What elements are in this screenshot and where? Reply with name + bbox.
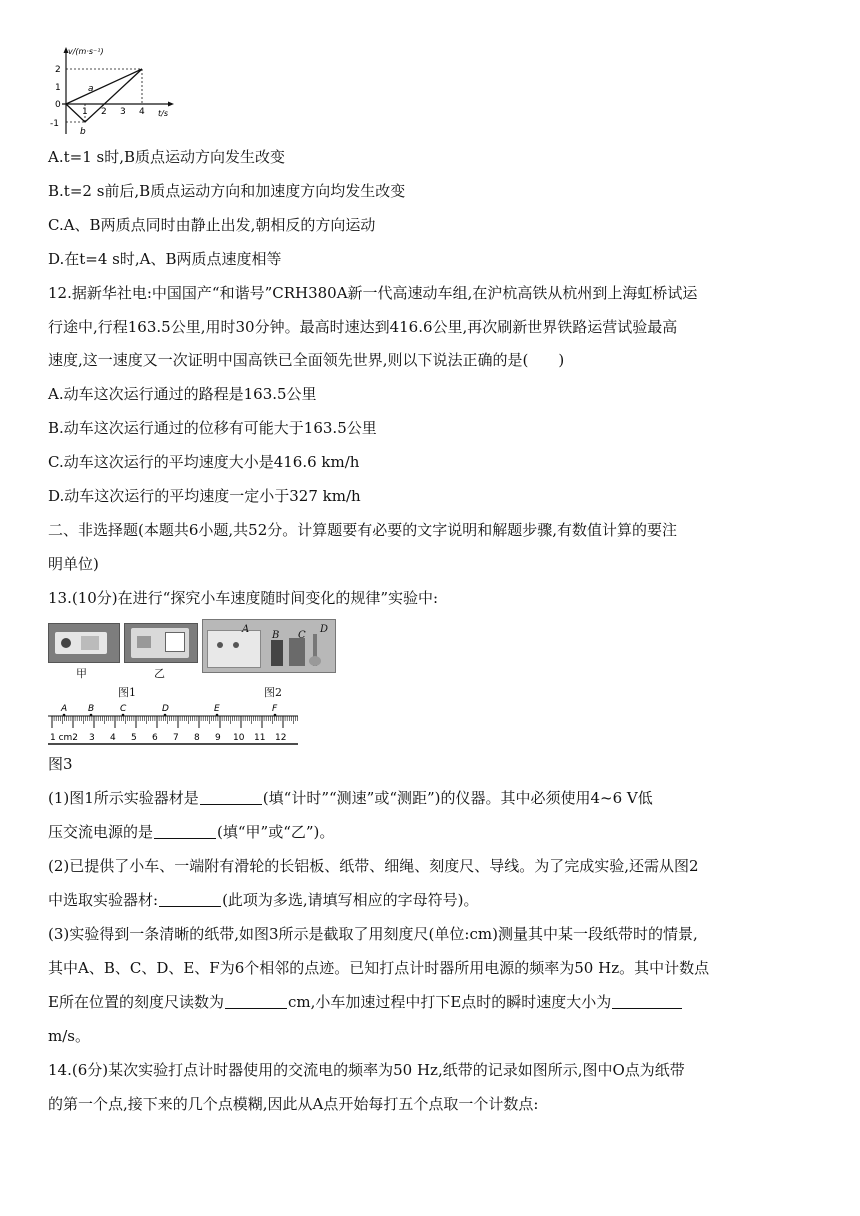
vt-graph-x-tick: 1 — [82, 107, 88, 117]
ruler-point-label: A — [61, 704, 68, 714]
q13-part1-line2 — [48, 822, 334, 842]
vt-graph-x-axis-label: t/s — [158, 109, 168, 118]
ruler-number: 10 — [233, 733, 245, 743]
answer-blank[interactable] — [159, 891, 221, 907]
ruler-number: 8 — [194, 733, 200, 743]
q11-option-a: A.t=1 s时,B质点运动方向发生改变 — [48, 148, 285, 166]
answer-blank[interactable] — [225, 993, 287, 1009]
vt-line-a-label: a — [88, 84, 94, 94]
section2-heading: 明单位) — [48, 555, 99, 573]
q13-part3-text: E所在位置的刻度尺读数为 — [48, 993, 224, 1011]
ruler-point-label: D — [162, 704, 169, 714]
q13-part2-line2 — [48, 890, 479, 910]
fig1-photo-yi — [124, 623, 198, 663]
vt-graph-y-tick: 0 — [55, 100, 61, 110]
q13-stem: 13.(10分)在进行“探究小车速度随时间变化的规律”实验中: — [48, 589, 439, 607]
ruler-number: 7 — [173, 733, 179, 743]
ruler-point-label: C — [120, 704, 127, 714]
answer-blank[interactable] — [154, 823, 216, 839]
q13-part1-text: 压交流电源的是 — [48, 823, 154, 841]
ruler-number: 6 — [152, 733, 158, 743]
vt-line-a — [66, 69, 142, 104]
q13-part1-text: (填“甲”或“乙”)。 — [217, 823, 335, 841]
fig1-label-yi: 乙 — [154, 667, 165, 680]
ruler-number: 3 — [89, 733, 95, 743]
fig2-label-a: A — [242, 624, 250, 635]
answer-blank[interactable] — [612, 993, 682, 1009]
q11-option-c: C.A、B两质点同时由静止出发,朝相反的方向运动 — [48, 216, 376, 234]
q13-part2-line1: (2)已提供了小车、一端附有滑轮的长铝板、纸带、细绳、刻度尺、导线。为了完成实验,还需从图2 — [48, 857, 699, 875]
q13-part3-line3 — [48, 992, 683, 1012]
fig2-photo — [202, 619, 336, 673]
vt-graph — [28, 44, 178, 136]
fig1-label-jia: 甲 — [76, 667, 87, 680]
q12-option-c: C.动车这次运行的平均速度大小是416.6 km/h — [48, 453, 360, 471]
vt-graph-x-tick: 2 — [101, 107, 107, 117]
fig2-label-d: D — [320, 624, 329, 635]
q14-line2: 的第一个点,接下来的几个点模糊,因此从A点开始每打五个点取一个计数点: — [48, 1095, 539, 1113]
q13-part2-text: (此项为多选,请填写相应的字母符号)。 — [222, 891, 479, 909]
ruler-number: 9 — [215, 733, 221, 743]
q12-option-a: A.动车这次运行通过的路程是163.5公里 — [48, 385, 317, 403]
ruler-number: 12 — [275, 733, 287, 743]
q12-option-b: B.动车这次运行通过的位移有可能大于163.5公里 — [48, 419, 377, 437]
fig2-caption: 图2 — [264, 686, 282, 699]
ruler-number: 5 — [131, 733, 137, 743]
vt-graph-y-axis-label: v/(m·s⁻¹) — [68, 47, 104, 56]
q12-option-d: D.动车这次运行的平均速度一定小于327 km/h — [48, 487, 361, 505]
fig3-caption: 图3 — [48, 755, 73, 773]
q13-part3-line2: 其中A、B、C、D、E、F为6个相邻的点迹。已知打点计时器所用电源的频率为50 Hz。其中计数点 — [48, 959, 710, 977]
q13-part3-line1: (3)实验得到一条清晰的纸带,如图3所示是截取了用刻度尺(单位:cm)测量其中某一段纸带时的情景, — [48, 925, 698, 943]
ruler-number: 1 cm2 — [50, 733, 79, 743]
q13-part1-text: (1)图1所示实验器材是 — [48, 789, 199, 807]
fig1-caption: 图1 — [118, 686, 136, 699]
q13-part1-line1 — [48, 788, 653, 808]
fig1-photo-jia — [48, 623, 120, 663]
q12-stem-line: 行途中,行程163.5公里,用时30分钟。最高时速达到416.6公里,再次刷新世界铁路运营试验最高 — [48, 318, 678, 336]
q14-line1: 14.(6分)某次实验打点计时器使用的交流电的频率为50 Hz,纸带的记录如图所示,图中O点为纸带 — [48, 1061, 685, 1079]
vt-graph-y-tick: 1 — [55, 83, 61, 93]
q11-option-d: D.在t=4 s时,A、B两质点速度相等 — [48, 250, 282, 268]
ruler-point-label: F — [272, 704, 278, 714]
q12-stem-line: 速度,这一速度又一次证明中国高铁已全面领先世界,则以下说法正确的是( ) — [48, 351, 565, 369]
ruler-number: 4 — [110, 733, 116, 743]
q13-part1-text: (填“计时”“测速”或“测距”)的仪器。其中必须使用4~6 V低 — [262, 789, 653, 807]
fig2-label-c: C — [298, 630, 306, 641]
vt-graph-y-tick: -1 — [50, 119, 59, 129]
ruler-point-label: E — [214, 704, 220, 714]
vt-line-b-label: b — [80, 127, 86, 136]
answer-blank[interactable] — [200, 789, 262, 805]
q13-part3-line4: m/s。 — [48, 1027, 90, 1045]
vt-graph-x-tick: 4 — [139, 107, 145, 117]
section2-heading: 二、非选择题(本题共6小题,共52分。计算题要有必要的文字说明和解题步骤,有数值计算的要注 — [48, 521, 678, 539]
q13-part2-text: 中选取实验器材: — [48, 891, 159, 909]
q13-part3-text: cm,小车加速过程中打下E点时的瞬时速度大小为 — [287, 993, 612, 1011]
vt-graph-x-tick: 3 — [120, 107, 126, 117]
fig2-label-b: B — [272, 630, 280, 641]
fig3-ruler — [44, 700, 304, 748]
q11-option-b: B.t=2 s前后,B质点运动方向和加速度方向均发生改变 — [48, 182, 406, 200]
vt-graph-y-tick: 2 — [55, 65, 61, 75]
q12-stem-line: 12.据新华社电:中国国产“和谐号”CRH380A新一代高速动车组,在沪杭高铁从杭州到上海虹桥试运 — [48, 284, 698, 302]
ruler-number: 11 — [254, 733, 266, 743]
ruler-point-label: B — [88, 704, 95, 714]
